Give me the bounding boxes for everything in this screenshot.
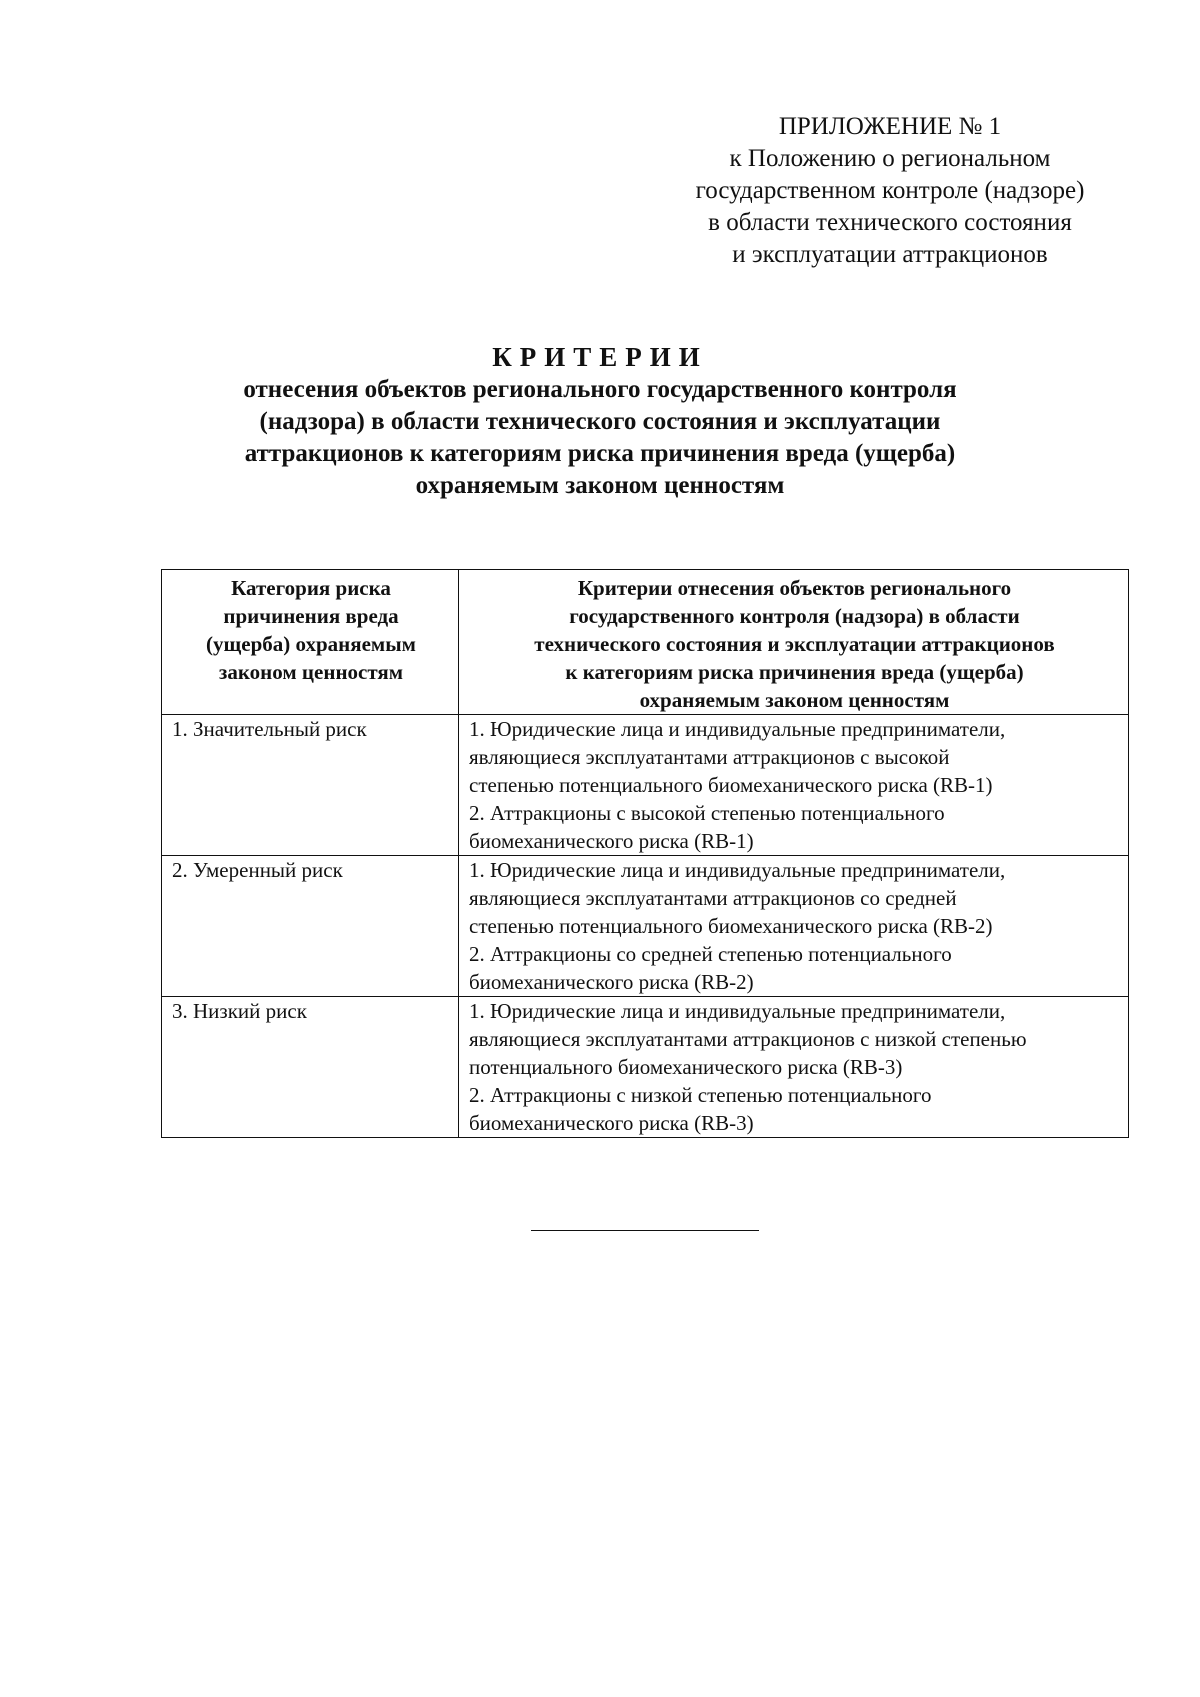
document-title: КРИТЕРИИ [492, 342, 708, 372]
header-line: (ущерба) охраняемым [206, 632, 416, 656]
criteria-line: биомеханического риска (RB-3) [469, 1111, 754, 1135]
header-line: Категория риска [231, 576, 391, 600]
criteria-line: степенью потенциального биомеханического риска (RB-2) [469, 914, 993, 938]
category-cell [162, 997, 459, 1138]
criteria-cell [459, 715, 1129, 856]
criteria-line: 1. Юридические лица и индивидуальные предприниматели, [469, 858, 1006, 882]
header-line: Критерии отнесения объектов регионального [577, 576, 1012, 600]
header-line: охраняемым законом ценностям [639, 688, 950, 712]
subtitle-line: аттракционов к категориям риска причинения вреда (ущерба) [244, 440, 956, 467]
document-title-block [160, 340, 1040, 502]
criteria-line: степенью потенциального биомеханического риска (RB-1) [469, 773, 993, 797]
criteria-cell [459, 997, 1129, 1138]
table-header-row [162, 570, 1129, 715]
document-subtitle [160, 374, 1040, 502]
header-cell-criteria [459, 570, 1129, 715]
category-label: 3. Низкий риск [172, 999, 307, 1023]
criteria-line: биомеханического риска (RB-1) [469, 829, 754, 853]
table-row [162, 715, 1129, 856]
criteria-line: являющиеся эксплуатантами аттракционов с высокой [469, 745, 950, 769]
criteria-line: 1. Юридические лица и индивидуальные предприниматели, [469, 717, 1006, 741]
subtitle-line: отнесения объектов регионального государственного контроля [243, 376, 957, 403]
criteria-table [161, 569, 1129, 1138]
category-cell [162, 856, 459, 997]
header-line: причинения вреда [223, 604, 399, 628]
criteria-line: являющиеся эксплуатантами аттракционов со средней [469, 886, 957, 910]
header-line: законом ценностям [218, 660, 404, 684]
subtitle-line: охраняемым законом ценностям [415, 472, 785, 499]
category-label: 1. Значительный риск [172, 717, 367, 741]
appendix-line: к Положению о региональном [729, 145, 1051, 172]
appendix-line: государственном контроле (надзоре) [695, 177, 1085, 204]
appendix-line: в области технического состояния [708, 209, 1072, 236]
appendix-block [640, 111, 1140, 271]
criteria-line: являющиеся эксплуатантами аттракционов с низкой степенью [469, 1027, 1027, 1051]
table-row [162, 856, 1129, 997]
end-separator-line [531, 1230, 759, 1231]
criteria-line: 2. Аттракционы с высокой степенью потенциального [469, 801, 945, 825]
header-line: к категориям риска причинения вреда (ущерба) [565, 660, 1024, 684]
criteria-line: биомеханического риска (RB-2) [469, 970, 754, 994]
category-cell [162, 715, 459, 856]
header-cell-category [162, 570, 459, 715]
appendix-line: и эксплуатации аттракционов [732, 241, 1048, 268]
subtitle-line: (надзора) в области технического состояния и эксплуатации [259, 408, 941, 435]
category-label: 2. Умеренный риск [172, 858, 343, 882]
table-row [162, 997, 1129, 1138]
criteria-line: потенциального биомеханического риска (RB-3) [469, 1055, 903, 1079]
header-line: технического состояния и эксплуатации аттракционов [534, 632, 1055, 656]
appendix-line: ПРИЛОЖЕНИЕ № 1 [778, 113, 1002, 140]
header-line: государственного контроля (надзора) в области [569, 604, 1020, 628]
criteria-line: 2. Аттракционы со средней степенью потенциального [469, 942, 952, 966]
criteria-line: 2. Аттракционы с низкой степенью потенциального [469, 1083, 932, 1107]
criteria-cell [459, 856, 1129, 997]
criteria-line: 1. Юридические лица и индивидуальные предприниматели, [469, 999, 1006, 1023]
